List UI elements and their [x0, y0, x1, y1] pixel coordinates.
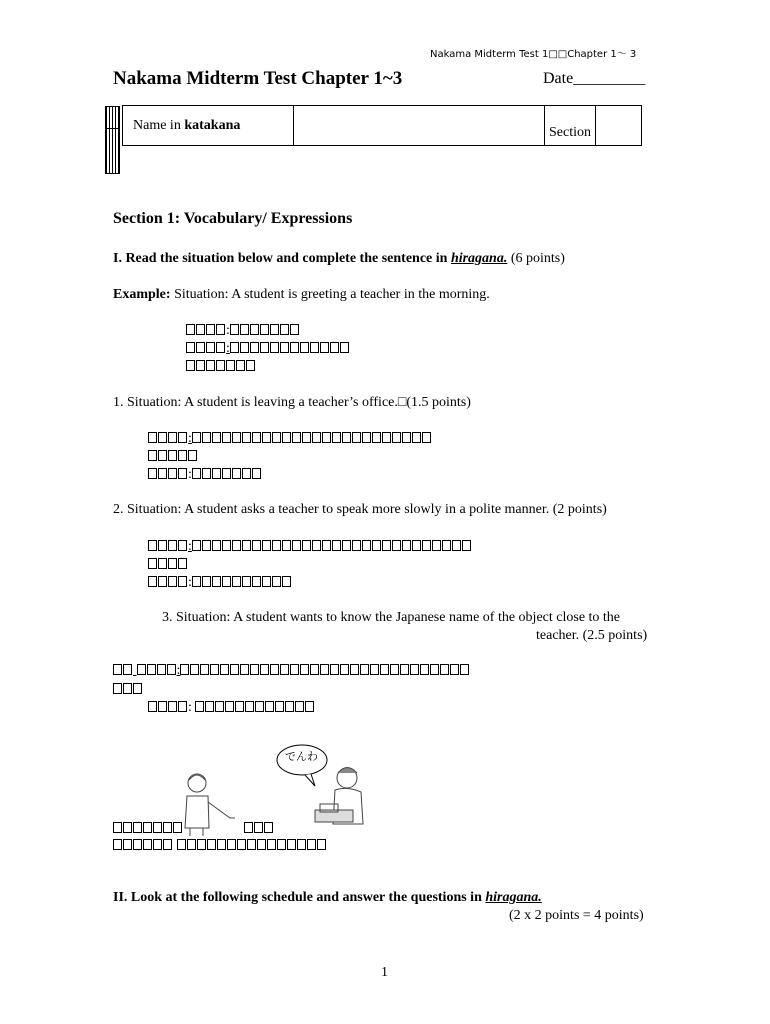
illustration-student-teacher — [175, 740, 375, 840]
figure-label-left — [113, 821, 183, 837]
question-3-line-1: 3. Situation: A student wants to know the Japanese name of the object close to the — [162, 610, 621, 625]
name-table — [122, 105, 642, 146]
binding-marks — [105, 106, 120, 174]
section-label-cell — [545, 106, 596, 146]
section-label: Section — [549, 125, 591, 140]
q1-answer-line-2 — [148, 449, 198, 465]
question-3-line-2: teacher. (2.5 points) — [536, 628, 648, 643]
date-field[interactable]: Date_________ — [543, 70, 646, 87]
q2-answer-line-3: : — [148, 575, 292, 591]
q3-answer-line-1: : — [113, 663, 470, 679]
example-line — [113, 287, 490, 303]
part2-heading — [113, 890, 542, 906]
teacher-figure — [315, 768, 363, 825]
figure-caption — [113, 838, 327, 854]
page-title: Nakama Midterm Test Chapter 1~3 — [113, 68, 403, 89]
bubble-word: でんわ — [285, 750, 318, 763]
student-figure — [185, 774, 235, 836]
example-dialogue-line-1: : — [186, 323, 300, 339]
part1-heading — [113, 251, 565, 267]
question-2: 2. Situation: A student asks a teacher to speak more slowly in a polite manner. (2 points) — [113, 502, 607, 517]
part1-points: (6 points) — [507, 251, 565, 266]
example-label: Example: — [113, 287, 171, 302]
part2-heading-emphasis: hiragana. — [485, 890, 542, 905]
q3-answer-line-3: : — [148, 700, 315, 716]
katakana-label: katakana — [184, 117, 241, 133]
figure-label-right — [244, 821, 274, 837]
part1-heading-text: I. Read the situation below and complete the sentence in — [113, 251, 451, 266]
example-dialogue-line-3 — [186, 359, 256, 375]
part1-heading-emphasis: hiragana. — [450, 251, 508, 266]
q1-answer-line-3: : — [148, 467, 262, 483]
example-dialogue-line-2: : — [186, 341, 350, 357]
name-entry-cell[interactable] — [294, 106, 545, 146]
example-text: Situation: A student is greeting a teacher in the morning. — [170, 287, 490, 302]
q2-answer-line-2 — [148, 557, 188, 573]
part2-points: (2 x 2 points = 4 points) — [509, 908, 644, 923]
q1-answer-line-1: : — [148, 431, 432, 447]
q3-answer-line-2 — [113, 682, 143, 698]
page-number: 1 — [381, 965, 388, 980]
section1-heading: Section 1: Vocabulary/ Expressions — [113, 210, 353, 227]
q2-answer-line-1: : — [148, 539, 472, 555]
name-label-cell — [123, 106, 294, 146]
name-label: Name in — [133, 117, 185, 133]
part2-heading-text: II. Look at the following schedule and answer the questions in — [113, 890, 486, 905]
question-1: 1. Situation: A student is leaving a teacher’s office.□(1.5 points) — [113, 395, 471, 410]
running-header: Nakama Midterm Test 1□□Chapter 1〜 3 — [430, 49, 637, 60]
section-entry-cell[interactable] — [596, 106, 642, 146]
